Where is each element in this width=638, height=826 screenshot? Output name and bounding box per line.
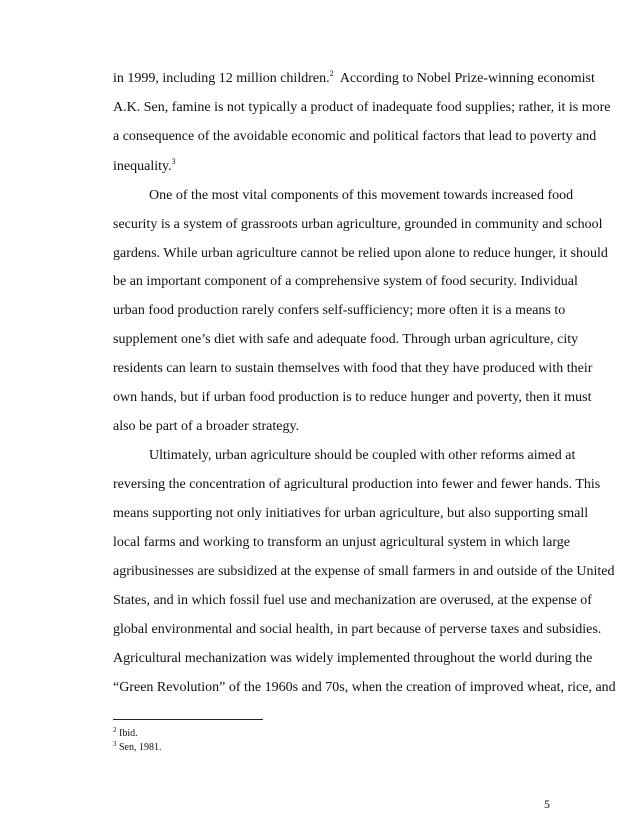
body-line: a consequence of the avoidable economic and political factors that lead to poverty and [113,129,597,144]
body-line: local farms and working to transform an unjust agricultural system in which large [113,535,570,550]
footnote [113,728,138,740]
body-line: global environmental and social health, in part because of perverse taxes and subsidies. [113,622,602,637]
body-line: own hands, but if urban food production is to reduce hunger and poverty, then it must [113,390,592,405]
body-text: in 1999, including 12 million children. [113,71,330,86]
body-line: also be part of a broader strategy. [113,419,300,434]
footnote-ref: 3 [171,157,176,166]
body-text: inequality. [113,159,172,174]
paragraph-first-line: One of the most vital components of this movement towards increased food [149,188,574,203]
body-line: residents can learn to sustain themselves with food that they have produced with their [113,361,593,376]
paragraph-first-line: Ultimately, urban agriculture should be coupled with other reforms aimed at [149,448,576,463]
body-line [113,159,176,175]
footnote-marker: 2 [113,726,117,734]
body-line: “Green Revolution” of the 1960s and 70s, when the creation of improved wheat, rice, and [113,680,616,695]
footnote-marker: 3 [113,740,117,748]
body-line: reversing the concentration of agricultural production into fewer and fewer hands. This [113,477,601,492]
footnote-text: Sen, 1981. [116,742,162,753]
body-line: agribusinesses are subsidized at the expense of small farmers in and outside of the United [113,564,615,579]
body-line: gardens. While urban agriculture cannot be relied upon alone to reduce hunger, it should [113,246,608,261]
body-line: be an important component of a comprehensive system of food security. Individual [113,274,578,289]
body-line [113,71,595,87]
footnote-separator [113,719,263,720]
body-line: security is a system of grassroots urban agriculture, grounded in community and school [113,217,603,232]
footnote-ref: 2 [329,69,334,78]
page-number: 5 [544,797,550,811]
footnote [113,742,162,754]
body-text: According to Nobel Prize-winning economist [333,71,595,86]
body-line: A.K. Sen, famine is not typically a product of inadequate food supplies; rather, it is more [113,100,611,115]
body-line: States, and in which fossil fuel use and mechanization are overused, at the expense of [113,593,592,608]
body-line: urban food production rarely confers self-sufficiency; more often it is a means to [113,303,566,318]
body-line: supplement one’s diet with safe and adequate food. Through urban agriculture, city [113,332,579,347]
body-line: Agricultural mechanization was widely implemented throughout the world during the [113,651,593,666]
body-line: means supporting not only initiatives for urban agriculture, but also supporting small [113,506,589,521]
footnote-text: Ibid. [116,728,138,739]
